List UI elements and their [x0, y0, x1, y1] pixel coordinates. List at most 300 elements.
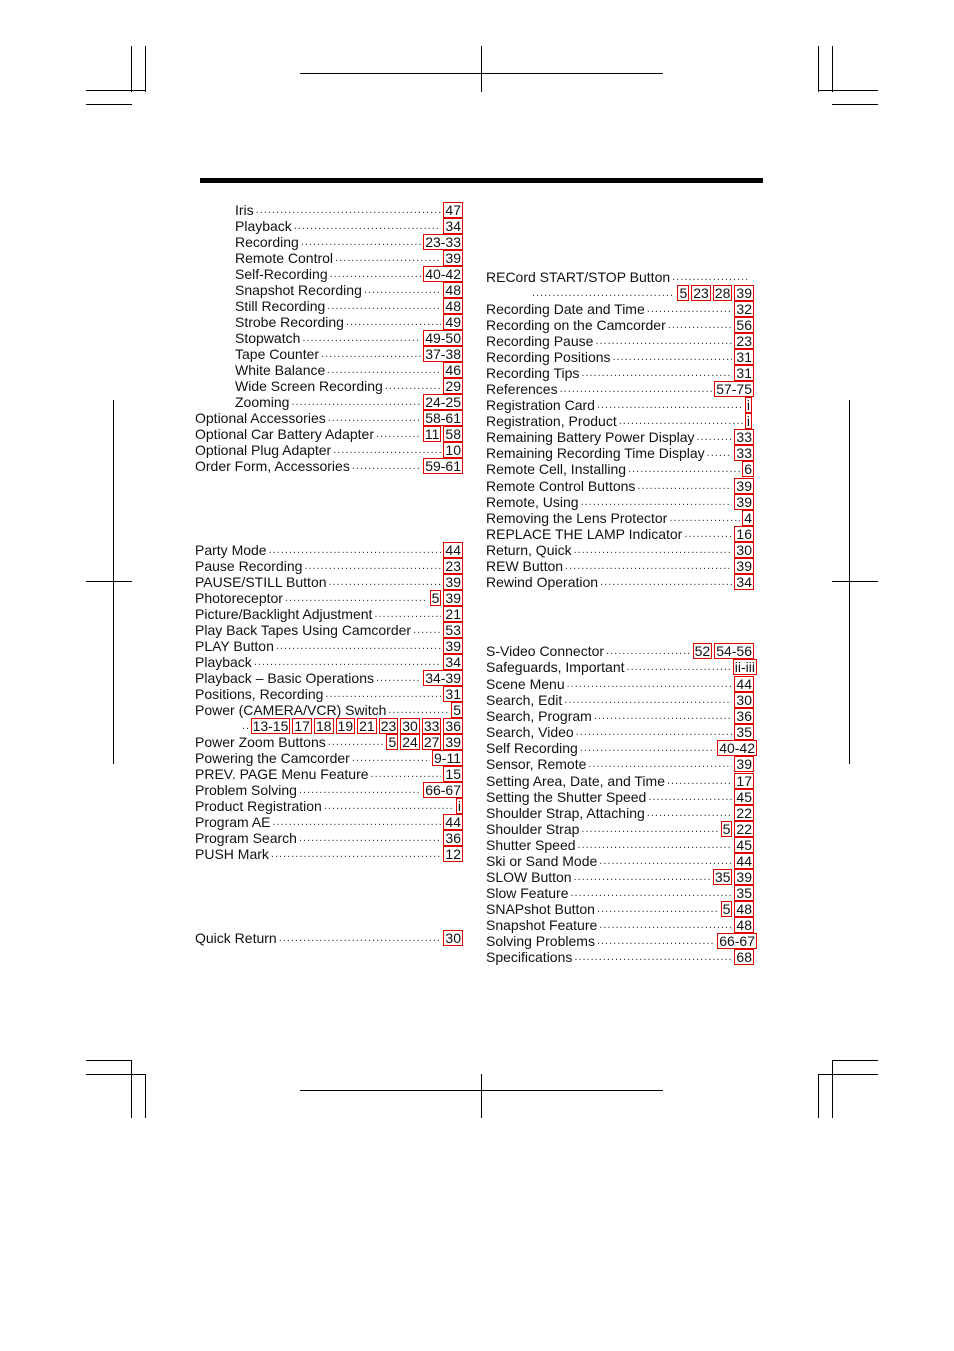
- page-link[interactable]: 35: [714, 869, 731, 885]
- index-entry-recording-positions: [486, 349, 754, 365]
- index-entry-recording-on-the-camcorder: [486, 317, 754, 333]
- leader-dots: [580, 740, 715, 756]
- leader-dots: [595, 333, 732, 349]
- page-references: [443, 442, 463, 458]
- entry-label: Wide Screen Recording: [235, 378, 383, 394]
- page-link[interactable]: 59-61: [425, 458, 461, 474]
- entry-label: Photoreceptor: [195, 590, 283, 606]
- index-entry-still-recording: [235, 298, 463, 314]
- page-references: [443, 654, 463, 670]
- page-link[interactable]: 23: [693, 285, 709, 301]
- index-entry-playback-basic-operations: [195, 670, 463, 686]
- page-link[interactable]: 36: [445, 718, 461, 734]
- index-entry-setting-area-date-and-time: [486, 773, 754, 789]
- page-references: [386, 734, 463, 750]
- index-entry-s-video-connector: [486, 643, 754, 659]
- page-references: [423, 670, 463, 686]
- entry-label: Remote, Using: [486, 494, 579, 510]
- index-entry-recording-date-and-time: [486, 301, 754, 317]
- index-entry-picture-backlight-adjustment: [195, 606, 463, 622]
- page-references: [443, 362, 463, 378]
- entry-label: Slow Feature: [486, 885, 569, 901]
- leader-dots: [581, 494, 733, 510]
- page-references: [734, 333, 754, 349]
- page-references: [443, 298, 463, 314]
- page-references: [423, 458, 463, 474]
- index-entry-recording-tips: [486, 365, 754, 381]
- page-references: [734, 558, 754, 574]
- entry-label: Shoulder Strap, Attaching: [486, 805, 645, 821]
- index-entry-specifications: [486, 949, 754, 965]
- entry-label: Recording Positions: [486, 349, 611, 365]
- leader-dots: [637, 478, 732, 494]
- page-references: [745, 413, 752, 429]
- page-link[interactable]: 31: [736, 349, 752, 365]
- leader-dots: [647, 301, 733, 317]
- page-references: [734, 773, 754, 789]
- entry-label: Snapshot Recording: [235, 282, 362, 298]
- entry-label: Problem Solving: [195, 782, 297, 798]
- page-link[interactable]: 39: [445, 590, 461, 606]
- page-link[interactable]: 39: [736, 869, 752, 885]
- index-entry-pause-still-button: [195, 574, 463, 590]
- entry-label: Playback: [235, 218, 292, 234]
- index-entry-self-recording: [486, 740, 757, 756]
- leader-dots: [388, 702, 449, 718]
- entry-label: Stopwatch: [235, 330, 301, 346]
- index-entry-remaining-battery-power-display: [486, 429, 754, 445]
- page-link[interactable]: 5: [431, 590, 440, 606]
- index-entry-power-camera-vcr-switch: [195, 702, 463, 718]
- entry-label: PUSH Mark: [195, 846, 269, 862]
- page-link[interactable]: 30: [445, 930, 461, 946]
- entry-label: References: [486, 381, 558, 397]
- header-rule: [200, 178, 763, 183]
- page-link[interactable]: 39: [736, 558, 752, 574]
- index-entry-optional-car-battery-adapter: [195, 426, 463, 442]
- entry-label: Recording Date and Time: [486, 301, 645, 317]
- index-entry-remote-control-buttons: [486, 478, 754, 494]
- leader-dots: [324, 798, 454, 814]
- leader-dots: [327, 362, 441, 378]
- index-entry-recording: [235, 234, 463, 250]
- index-entry-tape-counter: [235, 346, 463, 362]
- page-link[interactable]: 32: [736, 301, 752, 317]
- index-entry-snapshot-feature: [486, 917, 754, 933]
- entry-label: Recording Pause: [486, 333, 594, 349]
- leader-dots: [413, 622, 441, 638]
- entry-label: Still Recording: [235, 298, 326, 314]
- entry-label: Self-Recording: [235, 266, 328, 282]
- page-link[interactable]: 33: [736, 445, 752, 461]
- page-link[interactable]: 23-33: [425, 234, 461, 250]
- page-link[interactable]: 34: [445, 654, 461, 670]
- entry-label: Self Recording: [486, 740, 578, 756]
- page-link[interactable]: 17: [294, 718, 310, 734]
- leader-dots: [285, 590, 428, 606]
- page-link[interactable]: 18: [315, 718, 332, 734]
- leader-dots: [578, 837, 733, 853]
- index-entry-setting-the-shutter-speed: [486, 789, 754, 805]
- index-entry-remote-cell-installing: [486, 461, 754, 477]
- page-references: [734, 349, 754, 365]
- index-entry-power-zoom-buttons: [195, 734, 463, 750]
- leader-dots: [385, 378, 442, 394]
- leader-dots: [333, 442, 441, 458]
- page-link[interactable]: i: [457, 798, 461, 814]
- page-references: [734, 724, 754, 740]
- page-link[interactable]: 13-15: [252, 718, 289, 734]
- entry-label: SLOW Button: [486, 869, 572, 885]
- page-link[interactable]: 27: [423, 734, 440, 750]
- index-entry-program-ae: [195, 814, 463, 830]
- page-link[interactable]: 19: [337, 718, 354, 734]
- page-link[interactable]: 33: [736, 429, 752, 445]
- leader-dots: [327, 298, 441, 314]
- page-link[interactable]: 53: [445, 622, 461, 638]
- page-link[interactable]: 56: [736, 317, 752, 333]
- leader-dots: [648, 789, 732, 805]
- page-link[interactable]: 68: [736, 949, 752, 965]
- index-entry-slow-button: [486, 869, 754, 885]
- page-link[interactable]: 36: [445, 830, 461, 846]
- page-link[interactable]: 46: [445, 362, 461, 378]
- index-entry-registration-product: [486, 413, 752, 429]
- index-entry-photoreceptor: [195, 590, 463, 606]
- entry-label: Remote Control Buttons: [486, 478, 636, 494]
- leader-dots: [304, 558, 441, 574]
- index-entry-remote-control: [235, 250, 463, 266]
- page-link[interactable]: 35: [736, 885, 752, 901]
- page-references: [443, 638, 463, 654]
- page-references: [443, 542, 463, 558]
- index-entry-registration-card: [486, 397, 752, 413]
- leader-dots: [269, 542, 442, 558]
- page-link[interactable]: 11: [424, 426, 440, 442]
- page-references: [734, 708, 754, 724]
- index-entry-rewind-operation: [486, 574, 754, 590]
- leader-dots: [254, 654, 442, 670]
- index-entry-play-button: [195, 638, 463, 654]
- page-link[interactable]: 21: [359, 718, 375, 734]
- leader-dots: [328, 734, 385, 750]
- page-references: [443, 846, 463, 862]
- page-link[interactable]: i: [746, 397, 750, 413]
- page-link[interactable]: 58: [445, 426, 461, 442]
- page-link[interactable]: 39: [736, 478, 752, 494]
- page-references: [443, 378, 463, 394]
- index-entry-record-start-stop-button: [486, 269, 752, 285]
- page-link[interactable]: ii-iii: [734, 659, 755, 675]
- entry-label: Sensor, Remote: [486, 756, 587, 772]
- page-link[interactable]: i: [746, 413, 750, 429]
- entry-label: RECord START/STOP Button: [486, 269, 671, 285]
- leader-dots: [597, 933, 715, 949]
- page-link[interactable]: 10: [445, 442, 461, 458]
- leader-dots: [560, 381, 713, 397]
- entry-label: Iris: [235, 202, 254, 218]
- page-references: [456, 798, 463, 814]
- page-references: [734, 365, 754, 381]
- page-link[interactable]: 39: [445, 638, 461, 654]
- index-entry-snapshot-recording: [235, 282, 463, 298]
- page-references: [443, 686, 463, 702]
- leader-dots: [574, 949, 732, 965]
- page-link[interactable]: 31: [736, 365, 752, 381]
- leader-dots: [697, 429, 733, 445]
- page-link[interactable]: 48: [445, 298, 461, 314]
- entry-label: Registration, Product: [486, 413, 617, 429]
- entry-label: Power (CAMERA/VCR) Switch: [195, 702, 387, 718]
- page-link[interactable]: 57-75: [716, 381, 752, 397]
- page-link[interactable]: 36: [736, 708, 752, 724]
- page-references: [734, 478, 754, 494]
- leader-dots: [374, 606, 441, 622]
- page-link[interactable]: 45: [736, 789, 752, 805]
- page-link[interactable]: 23: [736, 333, 752, 349]
- page-link[interactable]: 28: [714, 285, 731, 301]
- entry-label: S-Video Connector: [486, 643, 605, 659]
- page-references: [430, 590, 463, 606]
- entry-label: Optional Accessories: [195, 410, 326, 426]
- page-references: [717, 933, 757, 949]
- page-link[interactable]: 45: [736, 837, 752, 853]
- leader-dots: [364, 282, 442, 298]
- entry-label: Recording Tips: [486, 365, 580, 381]
- entry-label: Setting Area, Date, and Time: [486, 773, 665, 789]
- leader-dots: [329, 574, 442, 590]
- page-link[interactable]: 34: [445, 218, 461, 234]
- page-link[interactable]: 24: [402, 734, 418, 750]
- page-link[interactable]: 39: [445, 574, 461, 590]
- leader-dots: [302, 330, 421, 346]
- index-entry-solving-problems: [486, 933, 757, 949]
- page-link[interactable]: 39: [736, 494, 752, 510]
- index-entry-stopwatch: [235, 330, 463, 346]
- page-link[interactable]: 66-67: [425, 782, 461, 798]
- page-references: [443, 606, 463, 622]
- page-references: [717, 740, 757, 756]
- entry-label: Specifications: [486, 949, 573, 965]
- entry-label: Zooming: [235, 394, 290, 410]
- entry-label: Order Form, Accessories: [195, 458, 350, 474]
- leader-dots: [352, 750, 430, 766]
- entry-label: Recording on the Camcorder: [486, 317, 666, 333]
- page-link[interactable]: 39: [736, 756, 752, 772]
- index-entry-shoulder-strap-attaching: [486, 805, 754, 821]
- page-link[interactable]: 24-25: [425, 394, 461, 410]
- page-link[interactable]: 37-38: [425, 346, 461, 362]
- leader-dots: [570, 885, 732, 901]
- page-link[interactable]: 52: [694, 643, 711, 659]
- entry-label: Scene Menu: [486, 676, 565, 692]
- leader-dots: [627, 659, 731, 675]
- leader-dots: [597, 901, 719, 917]
- page-references: [432, 750, 463, 766]
- page-link[interactable]: 9-11: [434, 750, 461, 766]
- leader-dots: [299, 830, 441, 846]
- leader-dots: [619, 413, 743, 429]
- leader-dots: [352, 458, 421, 474]
- leader-dots: [669, 510, 740, 526]
- page-link[interactable]: 49-50: [425, 330, 461, 346]
- entry-label: Tape Counter: [235, 346, 320, 362]
- leader-dots: [599, 917, 732, 933]
- entry-label: Program AE: [195, 814, 271, 830]
- leader-dots: [328, 410, 421, 426]
- index-entry-recording-pause: [486, 333, 754, 349]
- page-link[interactable]: 35: [736, 724, 752, 740]
- page-link[interactable]: 5: [722, 821, 731, 837]
- page-link[interactable]: 39: [736, 285, 752, 301]
- index-entry-optional-plug-adapter: [195, 442, 463, 458]
- page-link[interactable]: 29: [445, 378, 461, 394]
- page-link[interactable]: 30: [736, 692, 752, 708]
- entry-label: Program Search: [195, 830, 297, 846]
- page-link[interactable]: 44: [736, 853, 752, 869]
- page-link[interactable]: 39: [445, 250, 461, 266]
- entry-label: Safeguards, Important: [486, 659, 625, 675]
- entry-label: White Balance: [235, 362, 326, 378]
- leader-dots: [371, 766, 442, 782]
- leader-dots: [606, 643, 691, 659]
- index-entry-shoulder-strap: [486, 821, 754, 837]
- page-references: [423, 782, 463, 798]
- leader-dots: [574, 869, 711, 885]
- leader-dots: [667, 773, 732, 789]
- index-entry-wide-screen-recording: [235, 378, 463, 394]
- page-link[interactable]: 34-39: [425, 670, 461, 686]
- index-entry-prev-page-menu-feature: [195, 766, 463, 782]
- page-references: [734, 429, 754, 445]
- entry-label: REW Button: [486, 558, 564, 574]
- entry-label: Rewind Operation: [486, 574, 599, 590]
- index-entry-play-back-tapes-using-camcorder: [195, 622, 463, 638]
- page-references: [443, 202, 463, 218]
- page-link[interactable]: 48: [736, 901, 752, 917]
- page-link[interactable]: 58-61: [425, 410, 461, 426]
- page-link[interactable]: 5: [388, 734, 397, 750]
- leader-dots: [567, 676, 733, 692]
- page-link[interactable]: 5: [722, 901, 731, 917]
- entry-label: Positions, Recording: [195, 686, 324, 702]
- page-link[interactable]: 44: [736, 676, 752, 692]
- page-link[interactable]: 44: [445, 814, 461, 830]
- page-references: [742, 510, 754, 526]
- entry-label: Search, Program: [486, 708, 592, 724]
- page-link[interactable]: 30: [736, 542, 752, 558]
- page-link[interactable]: 66-67: [719, 933, 755, 949]
- page-link[interactable]: 15: [445, 766, 461, 782]
- page-link[interactable]: 48: [445, 282, 461, 298]
- index-entry-scene-menu: [486, 676, 754, 692]
- index-entry-playback: [195, 654, 463, 670]
- page-references: [443, 314, 463, 330]
- page-references: [742, 461, 754, 477]
- page-references: [713, 869, 754, 885]
- page-references: [677, 285, 754, 301]
- entry-label: PAUSE/STILL Button: [195, 574, 327, 590]
- page-link[interactable]: 23: [380, 718, 397, 734]
- leader-dots: [647, 805, 733, 821]
- page-link[interactable]: 44: [445, 542, 461, 558]
- page-link[interactable]: 5: [453, 702, 461, 718]
- index-entry-program-search: [195, 830, 463, 846]
- page-link[interactable]: 31: [445, 686, 461, 702]
- page-link[interactable]: 40-42: [425, 266, 461, 282]
- page-link[interactable]: 12: [445, 846, 461, 862]
- page-references: [443, 218, 463, 234]
- page-link[interactable]: 40-42: [719, 740, 755, 756]
- entry-label: Powering the Camcorder: [195, 750, 350, 766]
- page-link[interactable]: 47: [445, 202, 461, 218]
- leader-dots: [276, 638, 442, 654]
- page-references: [423, 426, 463, 442]
- index-entry-search-video: [486, 724, 754, 740]
- page-link[interactable]: 30: [402, 718, 418, 734]
- entry-label: Remote Control: [235, 250, 334, 266]
- page-references: [734, 756, 754, 772]
- page-link[interactable]: 17: [736, 773, 752, 789]
- page-references: [733, 659, 757, 675]
- index-entry-quick-return: [195, 930, 463, 946]
- leader-dots: [581, 821, 718, 837]
- leader-dots: [668, 317, 733, 333]
- leader-dots: [271, 846, 442, 862]
- page-link[interactable]: 23: [445, 558, 461, 574]
- leader-dots: [256, 202, 442, 218]
- page-link[interactable]: 6: [744, 461, 752, 477]
- page-references: [734, 949, 754, 965]
- leader-dots: [330, 266, 422, 282]
- page-references: [423, 234, 463, 250]
- index-entry-continuation: [530, 285, 754, 301]
- page-link[interactable]: 54-56: [716, 643, 752, 659]
- page-link[interactable]: 49: [445, 314, 461, 330]
- entry-label: Removing the Lens Protector: [486, 510, 668, 526]
- entry-label: Product Registration: [195, 798, 322, 814]
- page-references: [423, 330, 463, 346]
- entry-label: Pause Recording: [195, 558, 303, 574]
- page-link[interactable]: 33: [423, 718, 440, 734]
- entry-label: Remote Cell, Installing: [486, 461, 627, 477]
- page-references: [714, 381, 754, 397]
- leader-dots: [594, 708, 733, 724]
- leader-dots: [628, 461, 740, 477]
- page-link[interactable]: 39: [445, 734, 461, 750]
- leader-dots: [291, 394, 421, 410]
- page-references: [443, 558, 463, 574]
- page-link[interactable]: 5: [679, 285, 688, 301]
- page-link[interactable]: 21: [445, 606, 461, 622]
- leader-dots: [597, 397, 743, 413]
- page-link[interactable]: 4: [744, 510, 752, 526]
- page-link[interactable]: 48: [736, 917, 752, 933]
- page-references: [423, 266, 463, 282]
- index-entry-white-balance: [235, 362, 463, 378]
- page-link[interactable]: 16: [736, 526, 752, 542]
- leader-dots: [684, 526, 732, 542]
- page-link[interactable]: 22: [736, 821, 752, 837]
- page-link[interactable]: 22: [736, 805, 752, 821]
- entry-label: Setting the Shutter Speed: [486, 789, 647, 805]
- index-entry-search-program: [486, 708, 754, 724]
- entry-label: SNAPshot Button: [486, 901, 595, 917]
- index-entry-references: [486, 381, 754, 397]
- leader-dots: [279, 930, 442, 946]
- page-link[interactable]: 34: [736, 574, 752, 590]
- index-entry-playback: [235, 218, 463, 234]
